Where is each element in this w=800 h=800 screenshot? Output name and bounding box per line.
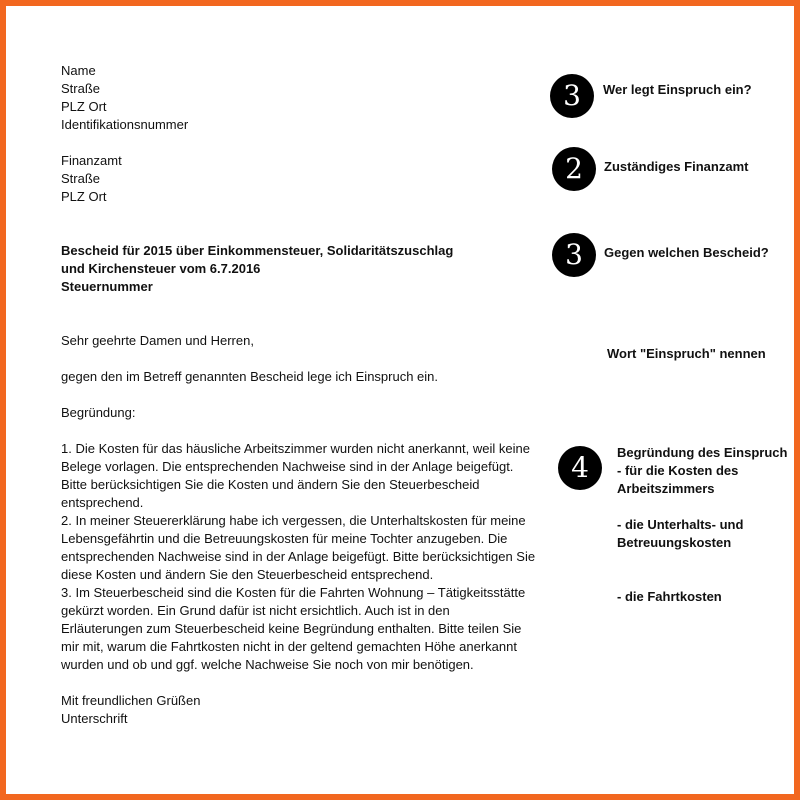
reason-line: 1. Die Kosten für das häusliche Arbeitszimmer wurden nicht anerkannt, weil keine	[61, 441, 530, 456]
subject-line-2: und Kirchensteuer vom 6.7.2016	[61, 261, 261, 276]
number-badge-icon: 3	[552, 233, 596, 277]
number-badge-icon: 2	[552, 147, 596, 191]
annotation-reasons-line: - die Fahrtkosten	[617, 589, 722, 604]
reason-line: gekürzt worden. Ein Grund dafür ist nicht ersichtlich. Auch ist in den	[61, 603, 450, 618]
letter-body	[61, 62, 551, 728]
annotation-reasons-line: Arbeitszimmers	[617, 481, 715, 496]
reason-line: Belege vorlagen. Die entsprechenden Nachweise sind in der Anlage beigefügt.	[61, 459, 514, 474]
reason-line: Erläuterungen zum Steuerbescheid keine Begründung enthalten. Bitte teilen Sie	[61, 621, 522, 636]
recipient-name: Finanzamt	[61, 153, 122, 168]
salutation: Sehr geehrte Damen und Herren,	[61, 333, 254, 348]
reason-line: 2. In meiner Steuererklärung habe ich vergessen, die Unterhaltskosten für meine	[61, 513, 526, 528]
intro-sentence: gegen den im Betreff genannten Bescheid lege ich Einspruch ein.	[61, 369, 439, 384]
annotation-reasons-line: - für die Kosten des	[617, 463, 739, 478]
subject-line-1: Bescheid für 2015 über Einkommensteuer, Solidaritätszuschlag	[61, 243, 454, 258]
sender-street: Straße	[61, 81, 101, 96]
reason-line: entsprechenden Nachweise sind in der Anlage beigefügt. Bitte berücksichtigen Sie	[61, 549, 536, 564]
reason-line: diese Kosten und ändern Sie den Steuerbescheid entsprechend.	[61, 567, 434, 582]
number-badge-icon: 3	[550, 74, 594, 118]
reason-heading: Begründung:	[61, 405, 136, 420]
subject-tax-number: Steuernummer	[61, 279, 153, 294]
number-badge-icon: 4	[558, 446, 602, 490]
reason-line: Bitte berücksichtigen Sie die Kosten und ändern Sie den Steuerbescheid	[61, 477, 480, 492]
signature: Unterschrift	[61, 711, 128, 726]
annotation-reasons-line: Begründung des Einspruch	[617, 445, 788, 460]
sender-name: Name	[61, 63, 96, 78]
annotation-reasons-line: Betreuungskosten	[617, 535, 732, 550]
reason-line: mir mit, warum die Fahrtkosten nicht in der geltend gemachten Höhe anerkannt	[61, 639, 517, 654]
annotation-notice: Gegen welchen Bescheid?	[604, 245, 769, 260]
recipient-street: Straße	[61, 171, 101, 186]
closing: Mit freundlichen Grüßen	[61, 693, 201, 708]
annotation-reasons	[617, 444, 787, 606]
annotation-sender: Wer legt Einspruch ein?	[603, 82, 752, 97]
reason-text	[61, 440, 551, 674]
annotation-reasons-line: - die Unterhalts- und	[617, 517, 744, 532]
annotation-tax-office: Zuständiges Finanzamt	[604, 159, 749, 174]
reason-line: entsprechend.	[61, 495, 144, 510]
reason-line: 3. Im Steuerbescheid sind die Kosten für die Fahrten Wohnung – Tätigkeitsstätte	[61, 585, 526, 600]
recipient-city: PLZ Ort	[61, 189, 107, 204]
sender-city: PLZ Ort	[61, 99, 107, 114]
reason-line: wurden und ob und ggf. welche Nachweise Sie noch von mir benötigen.	[61, 657, 474, 672]
sender-id: Identifikationsnummer	[61, 117, 189, 132]
annotation-objection-word: Wort "Einspruch" nennen	[607, 346, 766, 361]
reason-line: Lebensgefährtin und die Betreuungskosten für meine Tochter anzugeben. Die	[61, 531, 508, 546]
